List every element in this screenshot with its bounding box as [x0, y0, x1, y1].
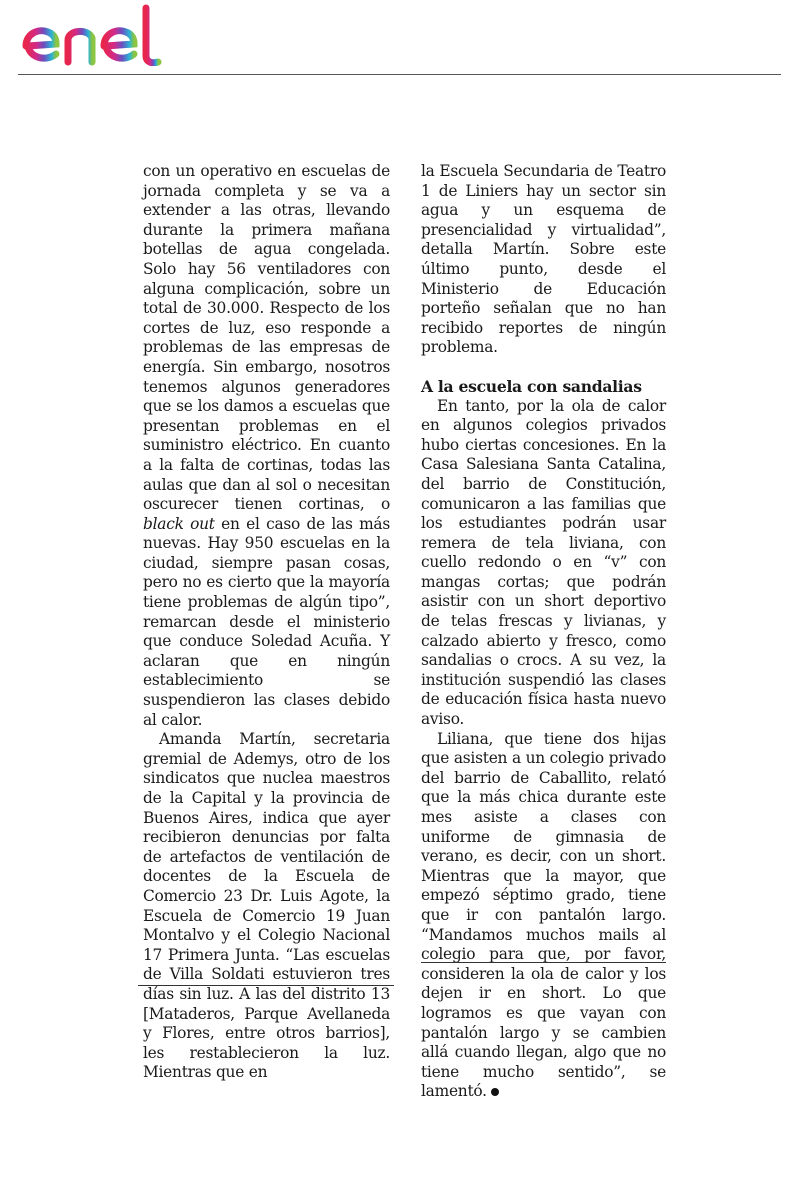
subheading: A la escuela con sandalias [421, 376, 642, 396]
column-end-rule [421, 962, 666, 963]
paragraph: Amanda Martín, secretaria gremial de Ademys, otro de los sindicatos que nuclea maestros de la Capital y la provincia de Buenos Aires, indica que ayer recibieron denuncias por falta de artefactos de ventilación de docentes de la Escuela de Comercio 23 Dr. Luis Agote, la Escuela de Comercio 19 Juan Montalvo y el Colegio Nacional 17 Primera Junta. “Las escuelas de Villa Soldati estuvieron tres días sin luz. A las del distrito 13 [Mataderos, Parque Avellaneda y Flores, entre otros barrios], les restablecieron la luz. Mientras que en [143, 730, 390, 1082]
article-column-left [143, 162, 390, 1083]
paragraph: En tanto, por la ola de calor en algunos colegios privados hubo ciertas concesiones. En la Casa Salesiana Santa Catalina, del barrio de Constitución, comunicaron a las familias que los estudiantes podrán usar remera de tela liviana, con cuello redondo o en “v” con mangas cortas; que podrán asistir con un short deportivo de telas frescas y livianas, y calzado abierto y fresco, como sandalias o crocs. A su vez, la institución suspendió las clases de educación física hasta nuevo aviso. [421, 396, 666, 729]
article-column-right [421, 162, 666, 1102]
paragraph: con un operativo en escuelas de jornada completa y se va a extender a las otras, llevando durante la primera mañana botellas de agua congelada. Solo hay 56 ventiladores con alguna complicación, sobre un total de 30.000. Respecto de los cortes de luz, eso responde a problemas de las empresas de energía. Sin embargo, nosotros tenemos algunos generadores que se los damos a escuelas que presentan problemas en el suministro eléctrico. En cuanto a la falta de cortinas, todas las aulas que dan al sol o necesitan oscurecer tienen cortinas, o black out en el caso de las más nuevas. Hay 950 escuelas en la ciudad, siempre pasan cosas, pero no es cierto que la mayoría tiene problemas de algún tipo”, remarcan desde el ministerio que conduce Soledad Acuña. Y aclaran que en ningún establecimiento se suspendieron las clases debido al calor. [143, 162, 390, 729]
enel-logo [18, 4, 183, 66]
header-divider [18, 74, 781, 75]
column-end-rule [138, 985, 394, 986]
italic-term: black out [143, 514, 215, 533]
paragraph: la Escuela Secundaria de Teatro 1 de Liniers hay un sector sin agua y un esquema de presencialidad y virtualidad”, detalla Martín. Sobre este último punto, desde el Ministerio de Educación porteño señalan que no han recibido reportes de ningún problema. [421, 162, 666, 357]
end-of-article-icon [491, 1088, 499, 1096]
paragraph: Liliana, que tiene dos hijas que asisten a un colegio privado del barrio de Caballito, relató que la más chica durante este mes asiste a clases con uniforme de gimnasia de verano, es decir, con un short. Mientras que la mayor, que empezó séptimo grado, tiene que ir con pantalón largo. “Mandamos muchos mails al colegio para que, por favor, consideren la ola de calor y los dejen ir en short. Lo que logramos es que vayan con pantalón largo y se cambien allá cuando llegan, algo que no tiene mucho sentido”, se lamentó. [421, 729, 666, 1101]
